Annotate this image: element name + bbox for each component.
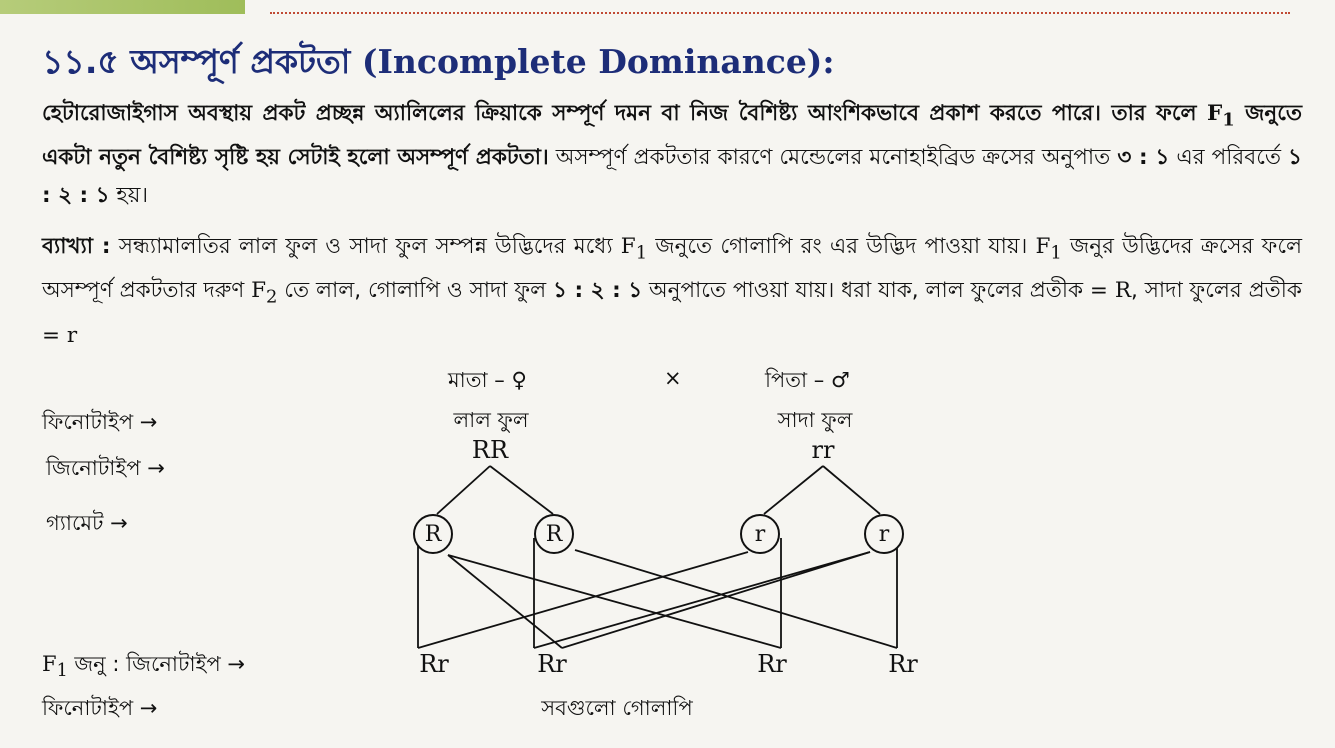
explanation-paragraph [42,228,1302,355]
f1-row-sub: 1 [56,661,68,682]
f1-row-label [42,648,245,683]
f-symbol: F [1206,101,1223,126]
genotype-row-label: জিনোটাইপ → [46,456,165,480]
symbol-r: r [66,322,78,348]
gamete-circle-3: r [740,514,780,554]
father-genotype: rr [811,436,835,464]
f-subscript: 1 [1222,109,1235,131]
f1-phenotype-row-label: ফিনোটাইপ → [42,696,158,720]
definition-paragraph [42,95,1302,215]
ratio-mendel: ৩ : ১ [1117,145,1170,171]
f1-row-f: F [42,652,57,676]
father-label: পিতা – ♂ [765,368,850,392]
f1-row-text: জনু : জিনোটাইপ → [67,652,245,676]
header-color-band [0,0,245,14]
gamete-circle-4: r [864,514,904,554]
explanation-label: ব্যাখ্যা : [42,234,111,259]
explanation-text-5: অনুপাতে পাওয়া যায়। ধরা যাক, লাল ফুলের প্রতীক = [642,278,1115,304]
explanation-text-1: সন্ধ্যামালতির লাল ফুল ও সাদা ফুল সম্পন্ন উদ্ভিদের মধ্যে [110,234,621,259]
gamete-row-label: গ্যামেট → [46,511,128,535]
f1-sub-b: 1 [1050,242,1062,264]
explanation-text-3: জনুর উদ্ভিদের ক্রসের ফলে অসম্পূর্ণ প্রকটতার দরুণ [42,234,1303,304]
line-RR-g1 [437,466,490,514]
cross-lines [0,360,1335,748]
offspring-genotype-2: Rr [537,650,567,678]
section-title-bn: অসম্পূর্ণ প্রকটতা [130,42,351,81]
gamete-circle-1: R [413,514,453,554]
f1-sub-a: 1 [635,242,648,264]
line-rr-g3 [764,466,823,514]
f2-symbol: F [251,278,267,304]
line-g1-o3b [448,555,781,648]
section-title-en: (Incomplete Dominance): [361,42,835,81]
explanation-text-2: জনুতে গোলাপি রং এর উদ্ভিদ পাওয়া যায়। [647,234,1036,259]
cross-diagram [0,360,1335,748]
f2-sub: 2 [266,286,278,308]
f1-phenotype: সবগুলো গোলাপি [541,696,693,720]
definition-text-a: হেটারোজাইগাস অবস্থায় প্রকট প্রচ্ছন্ন অ্যালিলের ক্রিয়াকে সম্পূর্ণ দমন বা নিজ বৈশিষ্ট্য আংশিকভাবে প্রকাশ করতে পারে। তার ফলে [42,101,1207,126]
line-RR-g2 [490,466,553,514]
gamete-circle-2: R [534,514,574,554]
cross-symbol: × [664,366,682,390]
section-heading [42,36,835,92]
offspring-genotype-3: Rr [757,650,787,678]
symbol-R: R [1114,278,1132,304]
f1-symbol-a: F [620,234,636,259]
definition-text-b: জনুতে একটা নতুন বৈশিষ্ট্য সৃষ্টি হয় সেটাই হলো অসম্পূর্ণ প্রকটতা। [42,101,1302,171]
mother-genotype: RR [471,436,509,464]
explanation-text-6: , সাদা ফুলের প্রতীক = [42,278,1302,348]
explanation-text-4: তে লাল, গোলাপি ও সাদা ফুল [277,278,554,304]
mother-label: মাতা – ♀ [448,368,527,392]
line-g2-o4 [575,550,897,648]
f1-symbol-b: F [1035,234,1051,259]
section-number: ১১.৫ [42,42,119,81]
definition-text-e: হয়। [109,183,149,209]
definition-text-c: অসম্পূর্ণ প্রকটতার কারণে মেন্ডেলের মনোহাইব্রিড ক্রসের অনুপাত [548,145,1118,171]
offspring-genotype-1: Rr [419,650,449,678]
phenotype-row-label: ফিনোটাইপ → [42,410,158,434]
definition-text-d: এর পরিবর্তে [1169,145,1289,171]
offspring-genotype-4: Rr [888,650,918,678]
ratio-incomplete: ১ : ২ : ১ [42,145,1302,209]
mother-phenotype: লাল ফুল [453,408,529,432]
ratio-f2: ১ : ২ : ১ [553,278,643,304]
father-phenotype: সাদা ফুল [777,408,853,432]
line-rr-g4 [823,466,880,514]
header-dotted-rule [270,12,1290,14]
